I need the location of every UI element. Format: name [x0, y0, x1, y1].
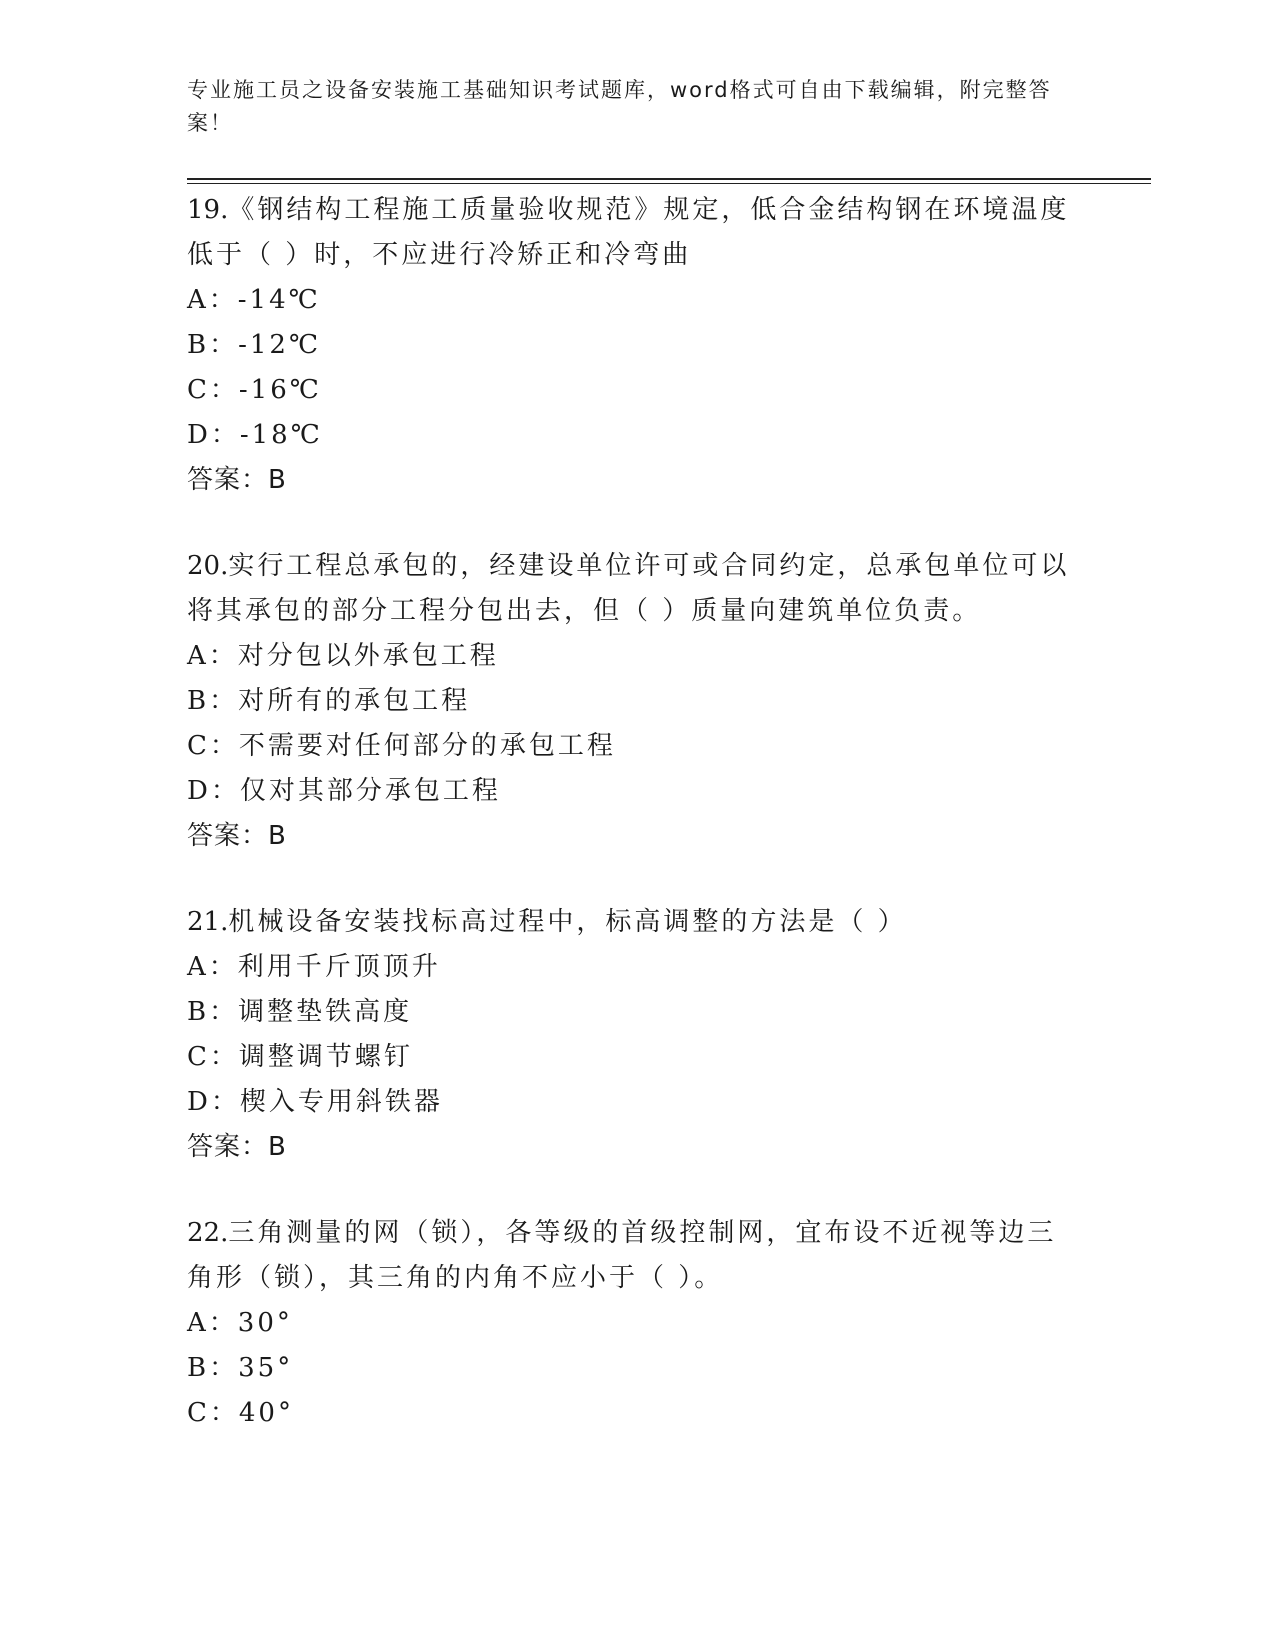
question-text: 实行工程总承包的，经建设单位许可或合同约定，总承包单位可以将其承包的部分工程分包出去，但（ ）质量向建筑单位负责。: [187, 551, 1070, 626]
option-a: A：利用千斤顶顶升: [187, 952, 441, 982]
option-a: A：-14℃: [187, 285, 321, 315]
header-divider-thin: [187, 183, 1151, 184]
question-stem: [187, 188, 1072, 278]
question-22: [187, 1211, 1087, 1436]
question-19: [187, 188, 1087, 502]
option-c: C：不需要对任何部分的承包工程: [187, 731, 616, 761]
option-a: A：30°: [187, 1308, 293, 1338]
option-c: C：调整调节螺钉: [187, 1042, 413, 1072]
answer-line: 答案：B: [187, 465, 287, 495]
option-a: A：对分包以外承包工程: [187, 641, 499, 671]
option-c: C：-16℃: [187, 375, 322, 405]
option-d: D：仅对其部分承包工程: [187, 776, 501, 806]
option-d: D：-18℃: [187, 420, 323, 450]
question-list: [187, 188, 1087, 1478]
question-number: 22.: [187, 1218, 229, 1248]
document-header: 专业施工员之设备安装施工基础知识考试题库，word格式可自由下载编辑，附完整答案！: [187, 78, 1052, 135]
option-b: B：-12℃: [187, 330, 322, 360]
question-text: 三角测量的网（锁），各等级的首级控制网，宜布设不近视等边三角形（锁），其三角的内角不应小于（ ）。: [187, 1218, 1057, 1293]
question-text: 机械设备安装找标高过程中，标高调整的方法是（ ）: [228, 907, 907, 937]
question-text: 《钢结构工程施工质量验收规范》规定，低合金结构钢在环境温度低于（ ）时，不应进行冷矫正和冷弯曲: [187, 195, 1070, 270]
answer-line: 答案：B: [187, 821, 287, 851]
question-stem: [187, 900, 1072, 945]
option-d: D：楔入专用斜铁器: [187, 1087, 443, 1117]
question-number: 21.: [187, 907, 229, 937]
answer-line: 答案：B: [187, 1132, 287, 1162]
question-number: 19.: [187, 195, 229, 225]
question-20: [187, 544, 1087, 858]
question-stem: [187, 1211, 1072, 1301]
option-b: B：调整垫铁高度: [187, 997, 413, 1027]
question-stem: [187, 544, 1072, 634]
option-b: B：35°: [187, 1353, 294, 1383]
option-b: B：对所有的承包工程: [187, 686, 471, 716]
question-number: 20.: [187, 551, 229, 581]
header-divider-thick: [187, 178, 1151, 180]
question-21: [187, 900, 1087, 1169]
option-c: C：40°: [187, 1398, 294, 1428]
